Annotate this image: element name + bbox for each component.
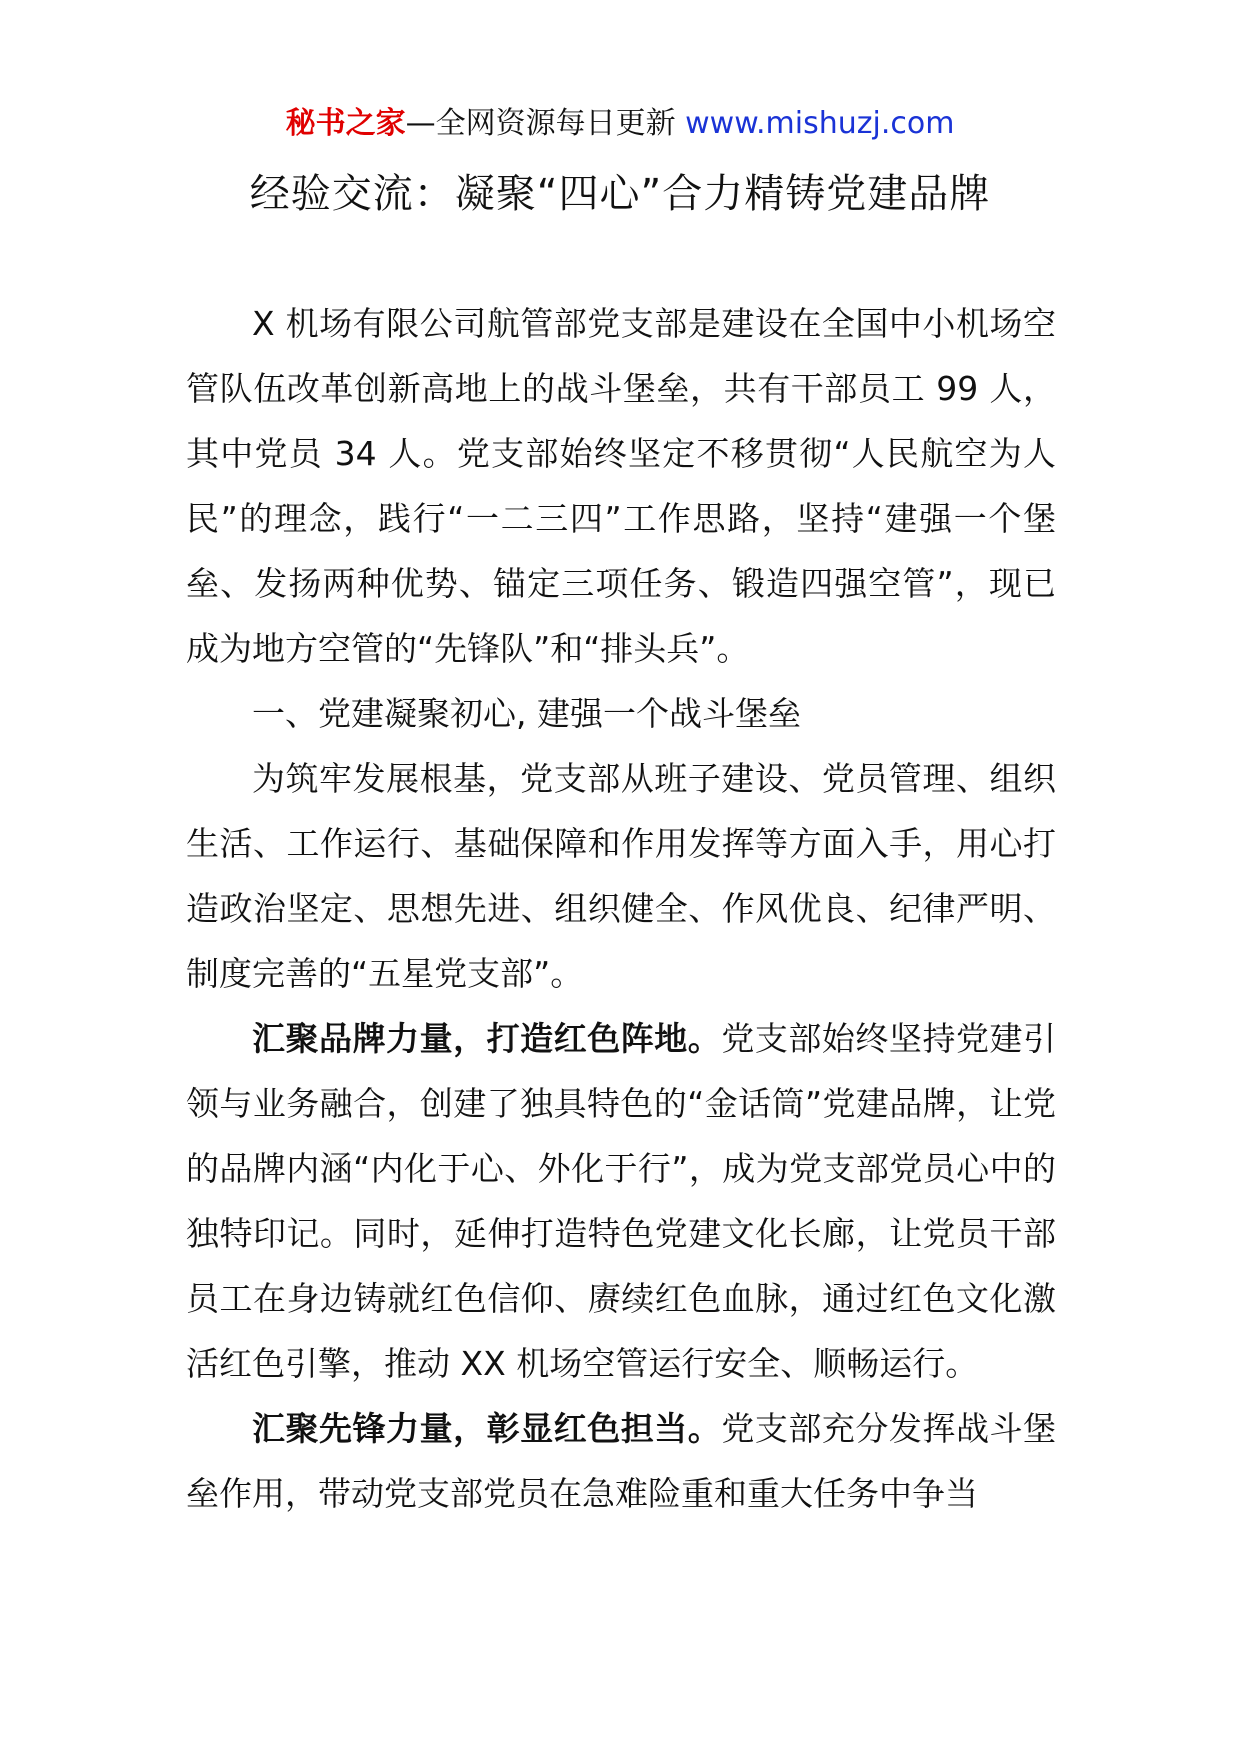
- paragraph-text: 党支部充分发挥战斗堡垒作用，带动党支部党员在急难险重和重大任务中争当: [186, 1409, 1057, 1513]
- paragraph-text: 为筑牢发展根基，党支部从班子建设、党员管理、组织生活、工作运行、基础保障和作用发挥等方面入手，用心打造政治坚定、思想先进、组织健全、作风优良、纪律严明、制度完善的“五星党支部”。: [186, 759, 1056, 993]
- site-tagline: —全网资源每日更新: [405, 106, 676, 141]
- paragraph-text: X 机场有限公司航管部党支部是建设在全国中小机场空管队伍改革创新高地上的战斗堡垒，共有干部员工 99 人，其中党员 34 人。党支部始终坚定不移贯彻“人民航空为人民”的理念，践行“一二三四”工作思路，坚持“建强一个堡垒、发扬两种优势、锚定三项任务、锻造四强空管”，现已成为地方空管的“先锋队”和“排头兵”。: [186, 304, 1056, 668]
- paragraph-lead: 汇聚先锋力量，彰显红色担当。: [252, 1409, 722, 1448]
- paragraph-lead: 汇聚品牌力量，打造红色阵地。: [252, 1019, 722, 1058]
- site-url-link[interactable]: www.mishuzj.com: [685, 106, 955, 141]
- paragraph-intro: [186, 291, 1056, 681]
- document-title: 经验交流：凝聚“四心”合力精铸党建品牌: [249, 171, 991, 217]
- section-heading: [186, 681, 1056, 746]
- paragraph-text: 一、党建凝聚初心, 建强一个战斗堡垒: [252, 694, 801, 733]
- paragraph-foundation: [186, 746, 1056, 1006]
- paragraph-vanguard: [186, 1396, 1056, 1526]
- site-brand: 秘书之家: [285, 106, 406, 141]
- paragraph-brand: [186, 1006, 1056, 1396]
- document-body: [186, 291, 1056, 1526]
- paragraph-text: 党支部始终坚持党建引领与业务融合，创建了独具特色的“金话筒”党建品牌，让党的品牌内涵“内化于心、外化于行”，成为党支部党员心中的独特印记。同时，延伸打造特色党建文化长廊，让党员干部员工在身边铸就红色信仰、赓续红色血脉，通过红色文化激活红色引擎，推动 XX 机场空管运行安全、顺畅运行。: [186, 1019, 1057, 1383]
- site-header: [0, 104, 1240, 144]
